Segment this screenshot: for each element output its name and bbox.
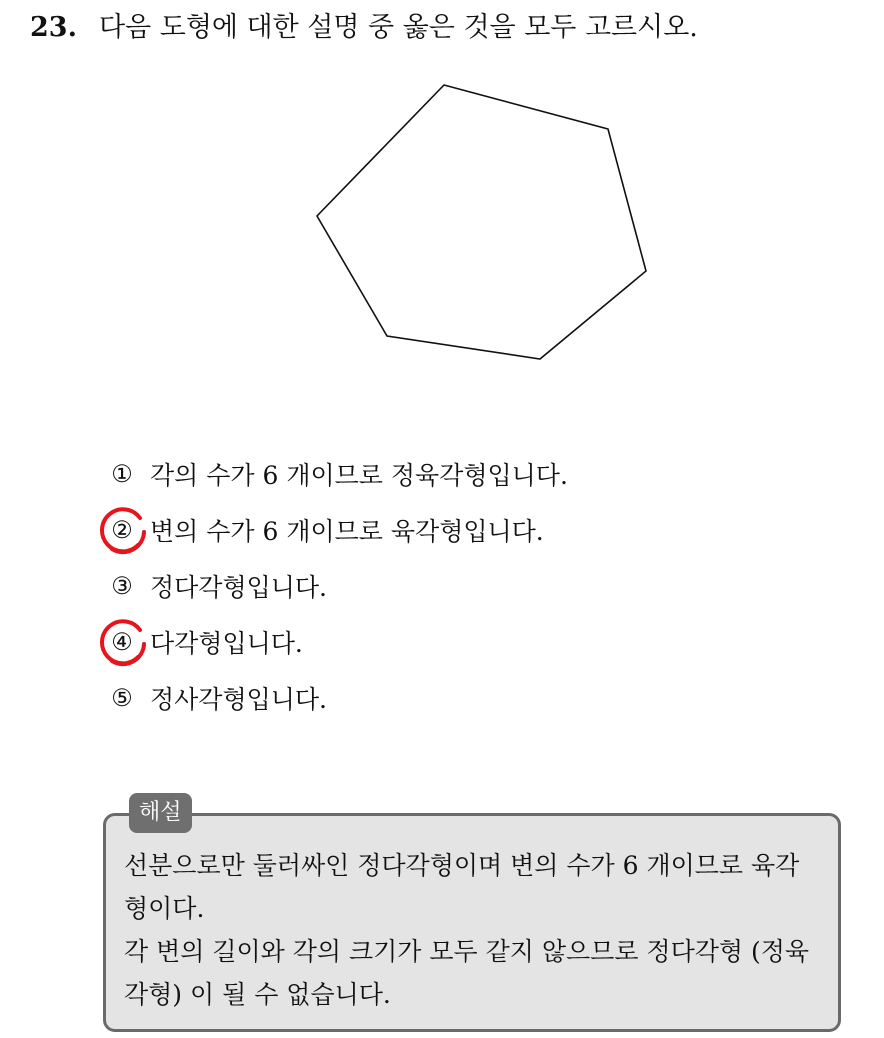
choice-number: ②	[108, 516, 136, 544]
choice-text: 각의 수가 6 개이므로 정육각형입니다.	[150, 461, 568, 490]
choice-number: ③	[111, 572, 133, 600]
explanation-line: 각 변의 길이와 각의 크기가 모두 같지 않으므로 정다각형 (정육	[124, 937, 810, 966]
explanation-text	[124, 844, 824, 1016]
choice-text: 정사각형입니다.	[150, 685, 327, 714]
question	[30, 10, 870, 46]
choice-number: ⑤	[111, 684, 133, 712]
choice-text: 정다각형입니다.	[150, 573, 327, 602]
question-number: 23.	[30, 12, 77, 43]
explanation-line: 형이다.	[124, 894, 205, 923]
choice-3[interactable]	[108, 558, 808, 614]
choice-text: 다각형입니다.	[150, 629, 303, 658]
question-text: 다음 도형에 대한 설명 중 옳은 것을 모두 고르시오.	[98, 12, 698, 43]
hexagon-figure	[300, 78, 660, 368]
choice-text: 변의 수가 6 개이므로 육각형입니다.	[150, 517, 544, 546]
hexagon-shape	[317, 85, 646, 359]
explanation-line: 각형) 이 될 수 없습니다.	[124, 980, 391, 1009]
choice-number: ④	[108, 628, 136, 656]
choice-5[interactable]	[108, 670, 808, 726]
choice-list	[108, 446, 808, 726]
choice-2[interactable]	[108, 502, 808, 558]
choice-number: ①	[111, 460, 133, 488]
explanation-tag: 해설	[129, 793, 192, 833]
choice-4[interactable]	[108, 614, 808, 670]
explanation-line: 선분으로만 둘러싸인 정다각형이며 변의 수가 6 개이므로 육각	[124, 851, 800, 880]
choice-1[interactable]	[108, 446, 808, 502]
